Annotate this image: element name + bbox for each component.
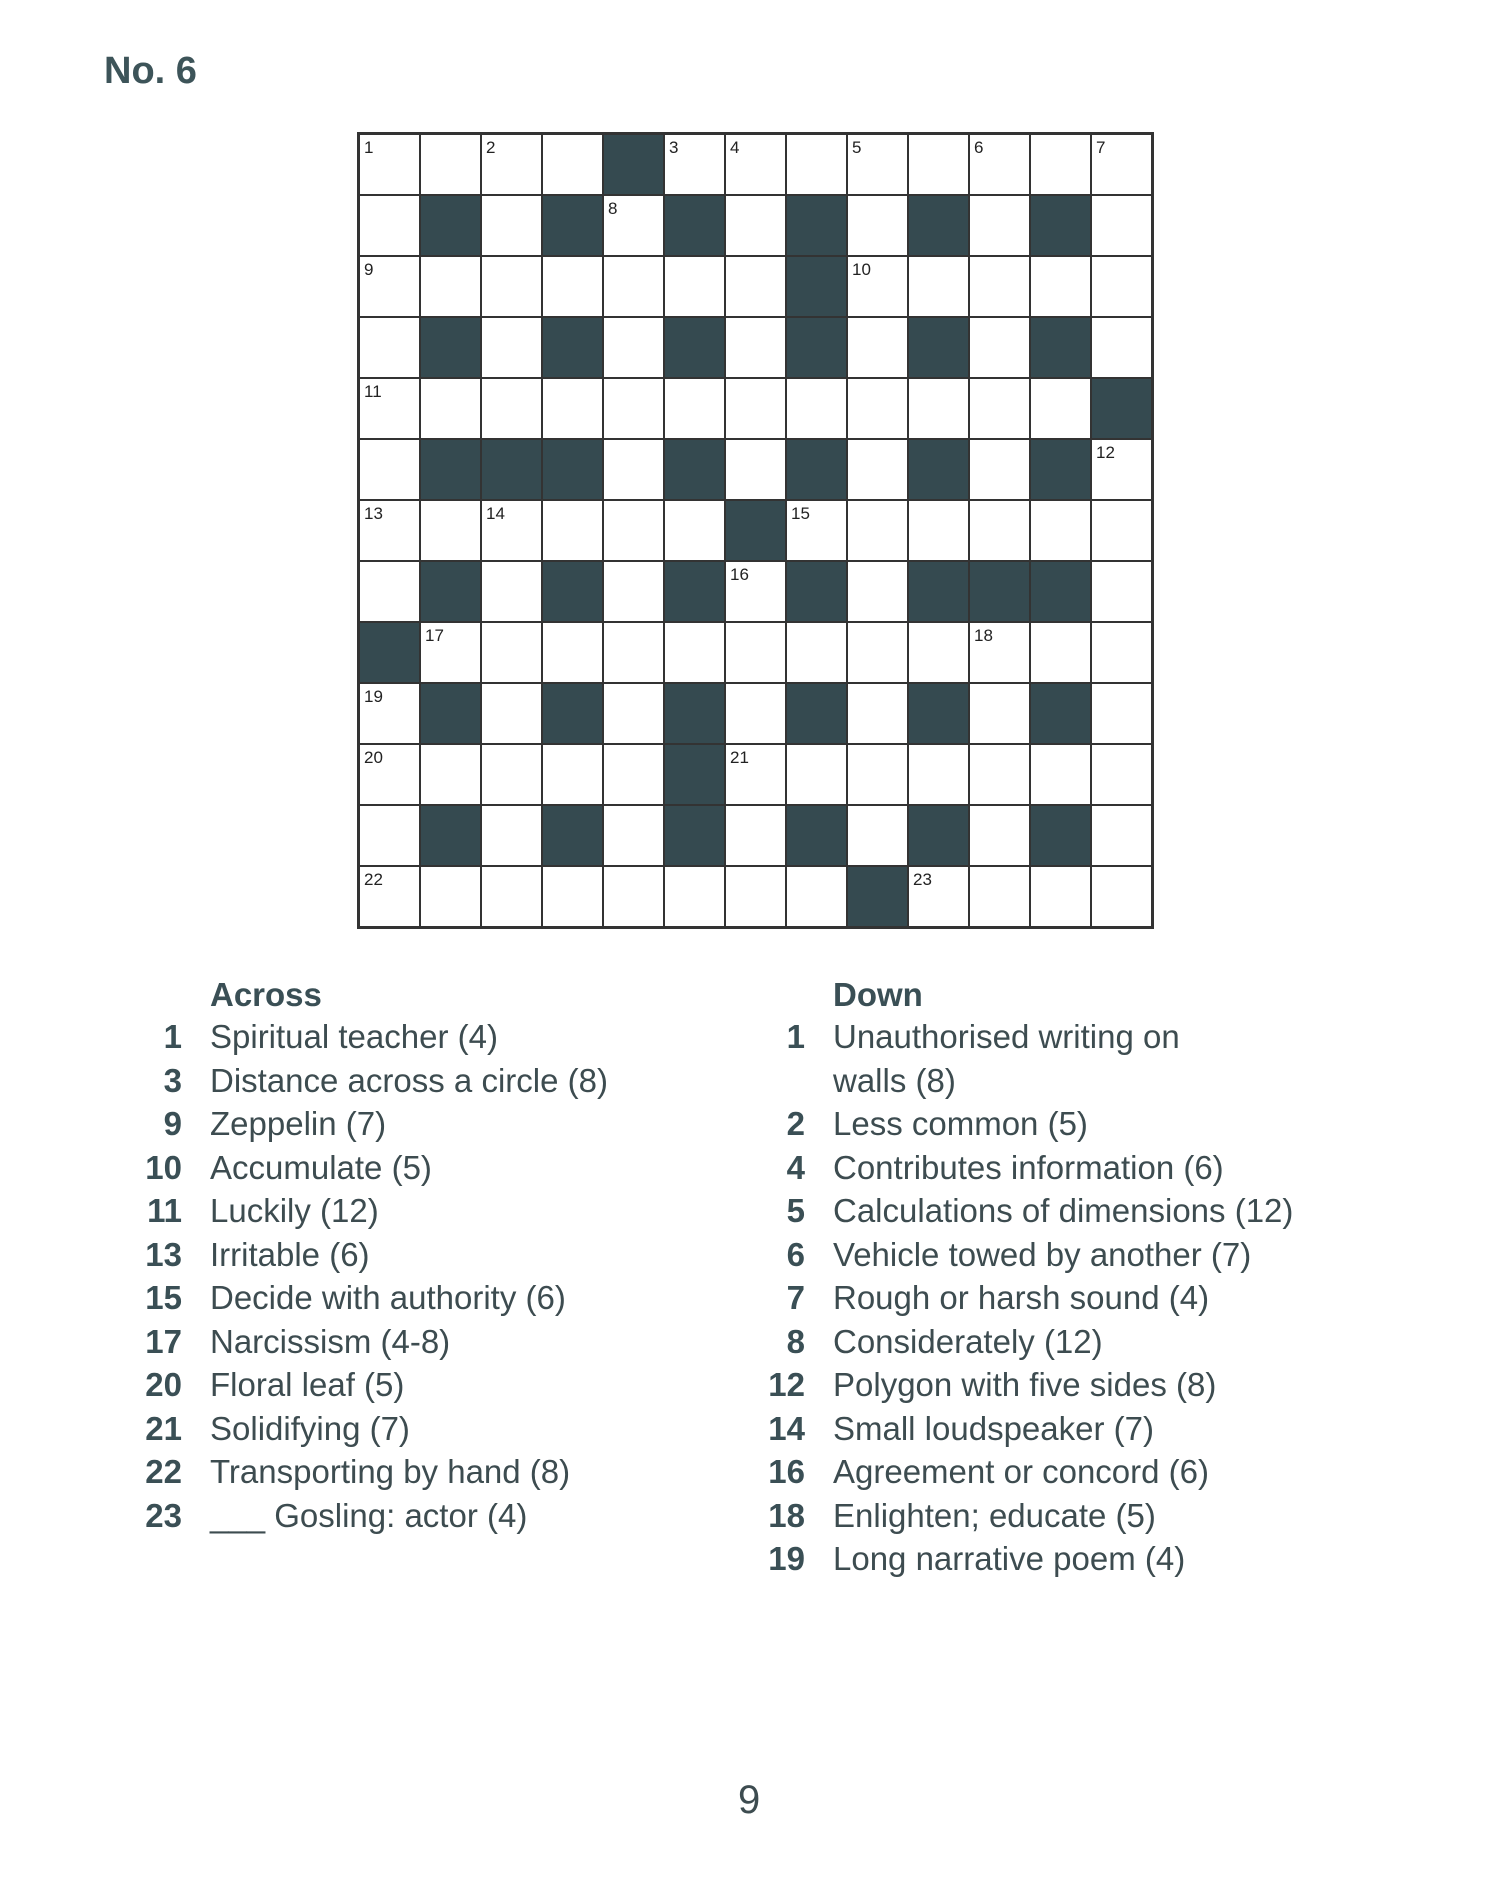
grid-cell[interactable] bbox=[847, 622, 908, 683]
grid-cell[interactable] bbox=[603, 622, 664, 683]
grid-cell[interactable] bbox=[542, 866, 603, 927]
down-clue bbox=[743, 1363, 1293, 1407]
grid-cell[interactable] bbox=[359, 439, 420, 500]
grid-cell[interactable] bbox=[420, 134, 481, 195]
grid-cell[interactable] bbox=[1091, 439, 1152, 500]
black-cell bbox=[481, 439, 542, 500]
grid-cell[interactable] bbox=[420, 256, 481, 317]
clue-num: 20 bbox=[145, 1366, 182, 1403]
grid-cell[interactable] bbox=[847, 134, 908, 195]
grid-cell[interactable] bbox=[359, 317, 420, 378]
black-cell bbox=[786, 683, 847, 744]
black-cell bbox=[908, 195, 969, 256]
grid-cell[interactable] bbox=[481, 744, 542, 805]
grid-cell[interactable] bbox=[1030, 866, 1091, 927]
grid-cell[interactable] bbox=[1091, 317, 1152, 378]
grid-cell[interactable] bbox=[847, 439, 908, 500]
clue-text: Unauthorised writing on walls (8) bbox=[833, 1018, 1180, 1099]
grid-cell[interactable] bbox=[1030, 622, 1091, 683]
across-clue bbox=[120, 1233, 608, 1277]
black-cell bbox=[420, 195, 481, 256]
grid-cell[interactable] bbox=[1091, 805, 1152, 866]
across-heading: Across bbox=[210, 976, 322, 1013]
grid-cell[interactable] bbox=[786, 500, 847, 561]
grid-cell[interactable] bbox=[664, 378, 725, 439]
grid-cell[interactable] bbox=[725, 561, 786, 622]
grid-cell[interactable] bbox=[481, 805, 542, 866]
across-clue bbox=[120, 1450, 608, 1494]
clue-number: 7 bbox=[1096, 138, 1106, 157]
grid-cell[interactable] bbox=[664, 622, 725, 683]
grid-cell[interactable] bbox=[481, 134, 542, 195]
clue-text: Irritable (6) bbox=[210, 1235, 370, 1273]
black-cell bbox=[664, 561, 725, 622]
clue-number: 23 bbox=[913, 870, 932, 889]
grid-cell[interactable] bbox=[1030, 256, 1091, 317]
black-cell bbox=[603, 134, 664, 195]
black-cell bbox=[542, 439, 603, 500]
clue-text: Long narrative poem (4) bbox=[833, 1540, 1186, 1577]
grid-cell[interactable] bbox=[603, 317, 664, 378]
grid-cell[interactable] bbox=[969, 195, 1030, 256]
clue-num: 3 bbox=[163, 1061, 182, 1099]
black-cell bbox=[1030, 561, 1091, 622]
clue-number: 14 bbox=[486, 504, 505, 523]
grid-cell[interactable] bbox=[1091, 256, 1152, 317]
black-cell bbox=[359, 622, 420, 683]
black-cell bbox=[542, 561, 603, 622]
grid-cell[interactable] bbox=[1091, 134, 1152, 195]
grid-cell[interactable] bbox=[542, 378, 603, 439]
grid-cell[interactable] bbox=[847, 195, 908, 256]
across-clue bbox=[120, 1102, 608, 1146]
black-cell bbox=[664, 805, 725, 866]
grid-cell[interactable] bbox=[969, 683, 1030, 744]
grid-cell[interactable] bbox=[1091, 561, 1152, 622]
clue-text: Transporting by hand (8) bbox=[210, 1453, 571, 1490]
crossword-grid bbox=[357, 132, 1154, 929]
clue-number: 18 bbox=[974, 626, 993, 645]
black-cell bbox=[1091, 378, 1152, 439]
grid-cell[interactable] bbox=[786, 744, 847, 805]
clue-num: 23 bbox=[145, 1496, 182, 1534]
black-cell bbox=[664, 317, 725, 378]
grid-cell[interactable] bbox=[725, 683, 786, 744]
clue-text: Floral leaf (5) bbox=[210, 1366, 405, 1403]
grid-cell[interactable] bbox=[481, 500, 542, 561]
clue-text: ___ Gosling: actor (4) bbox=[210, 1496, 528, 1534]
grid-cell[interactable] bbox=[1091, 744, 1152, 805]
grid-cell[interactable] bbox=[847, 561, 908, 622]
clue-text: Spiritual teacher (4) bbox=[210, 1018, 498, 1055]
black-cell bbox=[1030, 317, 1091, 378]
clue-num: 16 bbox=[768, 1453, 805, 1490]
grid-cell[interactable] bbox=[664, 256, 725, 317]
down-clue bbox=[743, 1276, 1293, 1320]
black-cell bbox=[420, 561, 481, 622]
black-cell bbox=[542, 317, 603, 378]
grid-cell[interactable] bbox=[664, 866, 725, 927]
black-cell bbox=[1030, 439, 1091, 500]
grid-cell[interactable] bbox=[603, 439, 664, 500]
clue-number: 3 bbox=[669, 138, 679, 157]
clue-text: Accumulate (5) bbox=[210, 1148, 432, 1186]
clue-num: 6 bbox=[786, 1235, 805, 1273]
black-cell bbox=[1030, 195, 1091, 256]
down-clue bbox=[743, 1537, 1293, 1581]
grid-cell[interactable] bbox=[481, 561, 542, 622]
black-cell bbox=[786, 317, 847, 378]
black-cell bbox=[908, 805, 969, 866]
clue-text: Calculations of dimensions (12) bbox=[833, 1192, 1294, 1229]
grid-cell[interactable] bbox=[908, 500, 969, 561]
black-cell bbox=[664, 439, 725, 500]
grid-cell[interactable] bbox=[725, 195, 786, 256]
down-clues bbox=[743, 975, 1293, 1581]
clue-text: Less common (5) bbox=[833, 1105, 1088, 1142]
clue-number: 20 bbox=[364, 748, 383, 767]
grid-cell[interactable] bbox=[603, 378, 664, 439]
down-clue bbox=[743, 1407, 1293, 1451]
clue-number: 17 bbox=[425, 626, 444, 645]
grid-cell[interactable] bbox=[481, 195, 542, 256]
clue-num: 18 bbox=[768, 1496, 805, 1534]
grid-cell[interactable] bbox=[359, 866, 420, 927]
grid-cell[interactable] bbox=[603, 561, 664, 622]
across-clue bbox=[120, 1015, 608, 1059]
grid-cell[interactable] bbox=[786, 866, 847, 927]
clue-num: 7 bbox=[786, 1279, 805, 1316]
grid-cell[interactable] bbox=[847, 744, 908, 805]
grid-cell[interactable] bbox=[1091, 866, 1152, 927]
grid-cell[interactable] bbox=[725, 805, 786, 866]
clue-number: 9 bbox=[364, 260, 374, 279]
grid-cell[interactable] bbox=[481, 378, 542, 439]
clue-num: 19 bbox=[768, 1540, 805, 1577]
grid-cell[interactable] bbox=[1091, 683, 1152, 744]
clue-text: Zeppelin (7) bbox=[210, 1105, 387, 1142]
grid-cell[interactable] bbox=[359, 195, 420, 256]
grid-cell[interactable] bbox=[664, 134, 725, 195]
black-cell bbox=[664, 195, 725, 256]
grid-cell[interactable] bbox=[908, 866, 969, 927]
black-cell bbox=[542, 683, 603, 744]
grid-cell[interactable] bbox=[542, 744, 603, 805]
grid-cell[interactable] bbox=[969, 256, 1030, 317]
grid-cell[interactable] bbox=[359, 744, 420, 805]
clue-number: 1 bbox=[364, 138, 374, 157]
grid-cell[interactable] bbox=[359, 500, 420, 561]
grid-cell[interactable] bbox=[908, 378, 969, 439]
across-clue bbox=[120, 1494, 608, 1538]
grid-cell[interactable] bbox=[725, 317, 786, 378]
clue-number: 13 bbox=[364, 504, 383, 523]
across-clue bbox=[120, 1189, 608, 1233]
clue-text: Contributes information (6) bbox=[833, 1148, 1224, 1186]
black-cell bbox=[786, 805, 847, 866]
black-cell bbox=[664, 683, 725, 744]
page-number: 9 bbox=[738, 1778, 761, 1822]
clue-num: 17 bbox=[145, 1322, 182, 1360]
grid-cell[interactable] bbox=[969, 744, 1030, 805]
black-cell bbox=[969, 561, 1030, 622]
grid-cell[interactable] bbox=[969, 134, 1030, 195]
clue-number: 10 bbox=[852, 260, 871, 279]
black-cell bbox=[1030, 805, 1091, 866]
down-clue bbox=[743, 1102, 1293, 1146]
grid-cell[interactable] bbox=[481, 683, 542, 744]
grid-cell[interactable] bbox=[481, 866, 542, 927]
clue-num: 2 bbox=[786, 1105, 805, 1142]
grid-cell[interactable] bbox=[908, 622, 969, 683]
grid-cell[interactable] bbox=[786, 622, 847, 683]
grid-cell[interactable] bbox=[786, 134, 847, 195]
clue-num: 1 bbox=[163, 1018, 182, 1055]
clue-number: 19 bbox=[364, 687, 383, 706]
grid-cell[interactable] bbox=[1030, 378, 1091, 439]
clue-text: Rough or harsh sound (4) bbox=[833, 1279, 1210, 1316]
across-clue bbox=[120, 1363, 608, 1407]
clue-num: 8 bbox=[786, 1322, 805, 1360]
down-clue bbox=[743, 1320, 1293, 1364]
grid-cell[interactable] bbox=[603, 256, 664, 317]
grid-cell[interactable] bbox=[481, 256, 542, 317]
clue-text: Considerately (12) bbox=[833, 1322, 1103, 1360]
down-clue bbox=[743, 1146, 1293, 1190]
black-cell bbox=[908, 317, 969, 378]
clue-num: 4 bbox=[786, 1148, 805, 1186]
across-clue bbox=[120, 1146, 608, 1190]
grid-cell[interactable] bbox=[359, 683, 420, 744]
grid-cell[interactable] bbox=[725, 744, 786, 805]
grid-cell[interactable] bbox=[786, 378, 847, 439]
across-clue bbox=[120, 1276, 608, 1320]
clue-num: 14 bbox=[768, 1409, 805, 1447]
clue-text: Polygon with five sides (8) bbox=[833, 1366, 1217, 1403]
clue-num: 5 bbox=[786, 1192, 805, 1229]
grid-cell[interactable] bbox=[1091, 500, 1152, 561]
puzzle-title: No. 6 bbox=[104, 50, 197, 92]
clue-number: 2 bbox=[486, 138, 496, 157]
clue-num: 10 bbox=[145, 1148, 182, 1186]
black-cell bbox=[1030, 683, 1091, 744]
clue-num: 12 bbox=[768, 1366, 805, 1403]
grid-cell[interactable] bbox=[969, 317, 1030, 378]
grid-cell[interactable] bbox=[969, 622, 1030, 683]
black-cell bbox=[420, 805, 481, 866]
black-cell bbox=[786, 256, 847, 317]
grid-cell[interactable] bbox=[603, 195, 664, 256]
across-clues bbox=[120, 975, 608, 1537]
grid-cell[interactable] bbox=[847, 500, 908, 561]
clue-number: 11 bbox=[364, 382, 382, 401]
grid-cell[interactable] bbox=[847, 805, 908, 866]
grid-cell[interactable] bbox=[725, 622, 786, 683]
down-clue bbox=[743, 1233, 1293, 1277]
grid-cell[interactable] bbox=[542, 256, 603, 317]
clue-num: 9 bbox=[163, 1105, 182, 1142]
black-cell bbox=[725, 500, 786, 561]
clue-text: Narcissism (4-8) bbox=[210, 1322, 451, 1360]
clue-num: 22 bbox=[145, 1453, 182, 1490]
black-cell bbox=[908, 561, 969, 622]
grid-cell[interactable] bbox=[420, 500, 481, 561]
grid-cell[interactable] bbox=[603, 805, 664, 866]
clue-number: 8 bbox=[608, 199, 618, 218]
grid-cell[interactable] bbox=[847, 378, 908, 439]
down-clue bbox=[743, 1015, 1293, 1102]
clue-text: Solidifying (7) bbox=[210, 1409, 410, 1447]
grid-cell[interactable] bbox=[969, 378, 1030, 439]
clue-number: 15 bbox=[791, 504, 810, 523]
grid-cell[interactable] bbox=[603, 500, 664, 561]
grid-cell[interactable] bbox=[725, 866, 786, 927]
clue-text: Distance across a circle (8) bbox=[210, 1061, 608, 1099]
grid-cell[interactable] bbox=[359, 561, 420, 622]
grid-cell[interactable] bbox=[969, 866, 1030, 927]
across-clue bbox=[120, 1320, 608, 1364]
clue-number: 16 bbox=[730, 565, 749, 584]
grid-cell[interactable] bbox=[725, 378, 786, 439]
clue-text: Agreement or concord (6) bbox=[833, 1453, 1210, 1490]
clue-number: 22 bbox=[364, 870, 383, 889]
grid-cell[interactable] bbox=[603, 683, 664, 744]
grid-cell[interactable] bbox=[420, 744, 481, 805]
grid-cell[interactable] bbox=[542, 134, 603, 195]
black-cell bbox=[542, 805, 603, 866]
clue-text: Small loudspeaker (7) bbox=[833, 1409, 1154, 1447]
black-cell bbox=[420, 317, 481, 378]
clue-num: 15 bbox=[145, 1279, 182, 1316]
clue-text: Enlighten; educate (5) bbox=[833, 1496, 1156, 1534]
black-cell bbox=[786, 439, 847, 500]
clue-num: 13 bbox=[145, 1235, 182, 1273]
grid-cell[interactable] bbox=[847, 256, 908, 317]
clue-num: 11 bbox=[147, 1192, 182, 1229]
black-cell bbox=[908, 439, 969, 500]
black-cell bbox=[786, 195, 847, 256]
grid-cell[interactable] bbox=[847, 683, 908, 744]
grid-cell[interactable] bbox=[359, 256, 420, 317]
grid-cell[interactable] bbox=[1091, 622, 1152, 683]
clue-number: 12 bbox=[1096, 443, 1115, 462]
clue-number: 5 bbox=[852, 138, 862, 157]
grid-cell[interactable] bbox=[725, 134, 786, 195]
black-cell bbox=[664, 744, 725, 805]
grid-cell[interactable] bbox=[542, 500, 603, 561]
grid-cell[interactable] bbox=[420, 622, 481, 683]
black-cell bbox=[847, 866, 908, 927]
grid-cell[interactable] bbox=[542, 622, 603, 683]
down-clue bbox=[743, 1494, 1293, 1538]
clue-num: 1 bbox=[786, 1018, 805, 1055]
grid-cell[interactable] bbox=[420, 378, 481, 439]
black-cell bbox=[786, 561, 847, 622]
grid-cell[interactable] bbox=[1030, 500, 1091, 561]
grid-cell[interactable] bbox=[359, 805, 420, 866]
clue-text: Vehicle towed by another (7) bbox=[833, 1235, 1252, 1273]
clue-text: Decide with authority (6) bbox=[210, 1279, 566, 1316]
grid-cell[interactable] bbox=[847, 317, 908, 378]
grid-cell[interactable] bbox=[359, 378, 420, 439]
grid-cell[interactable] bbox=[481, 622, 542, 683]
black-cell bbox=[420, 439, 481, 500]
grid-cell[interactable] bbox=[603, 866, 664, 927]
grid-cell[interactable] bbox=[969, 805, 1030, 866]
down-clue bbox=[743, 1189, 1293, 1233]
grid-cell[interactable] bbox=[1091, 195, 1152, 256]
black-cell bbox=[420, 683, 481, 744]
grid-cell[interactable] bbox=[359, 134, 420, 195]
grid-cell[interactable] bbox=[481, 317, 542, 378]
grid-cell[interactable] bbox=[725, 439, 786, 500]
clue-number: 6 bbox=[974, 138, 984, 157]
grid-cell[interactable] bbox=[664, 500, 725, 561]
black-cell bbox=[542, 195, 603, 256]
clue-number: 21 bbox=[730, 748, 749, 767]
clue-text: Luckily (12) bbox=[210, 1192, 379, 1229]
across-clue bbox=[120, 1059, 608, 1103]
grid-cell[interactable] bbox=[420, 866, 481, 927]
grid-cell[interactable] bbox=[1030, 134, 1091, 195]
black-cell bbox=[908, 683, 969, 744]
grid-cell[interactable] bbox=[969, 439, 1030, 500]
across-clue bbox=[120, 1407, 608, 1451]
clue-num: 21 bbox=[145, 1409, 182, 1447]
grid-cell[interactable] bbox=[908, 256, 969, 317]
down-heading: Down bbox=[833, 976, 923, 1013]
clue-number: 4 bbox=[730, 138, 740, 157]
grid-cell[interactable] bbox=[908, 134, 969, 195]
grid-cell[interactable] bbox=[725, 256, 786, 317]
grid-cell[interactable] bbox=[969, 500, 1030, 561]
down-clue bbox=[743, 1450, 1293, 1494]
grid-cell[interactable] bbox=[603, 744, 664, 805]
grid-cell[interactable] bbox=[1030, 744, 1091, 805]
grid-cell[interactable] bbox=[908, 744, 969, 805]
